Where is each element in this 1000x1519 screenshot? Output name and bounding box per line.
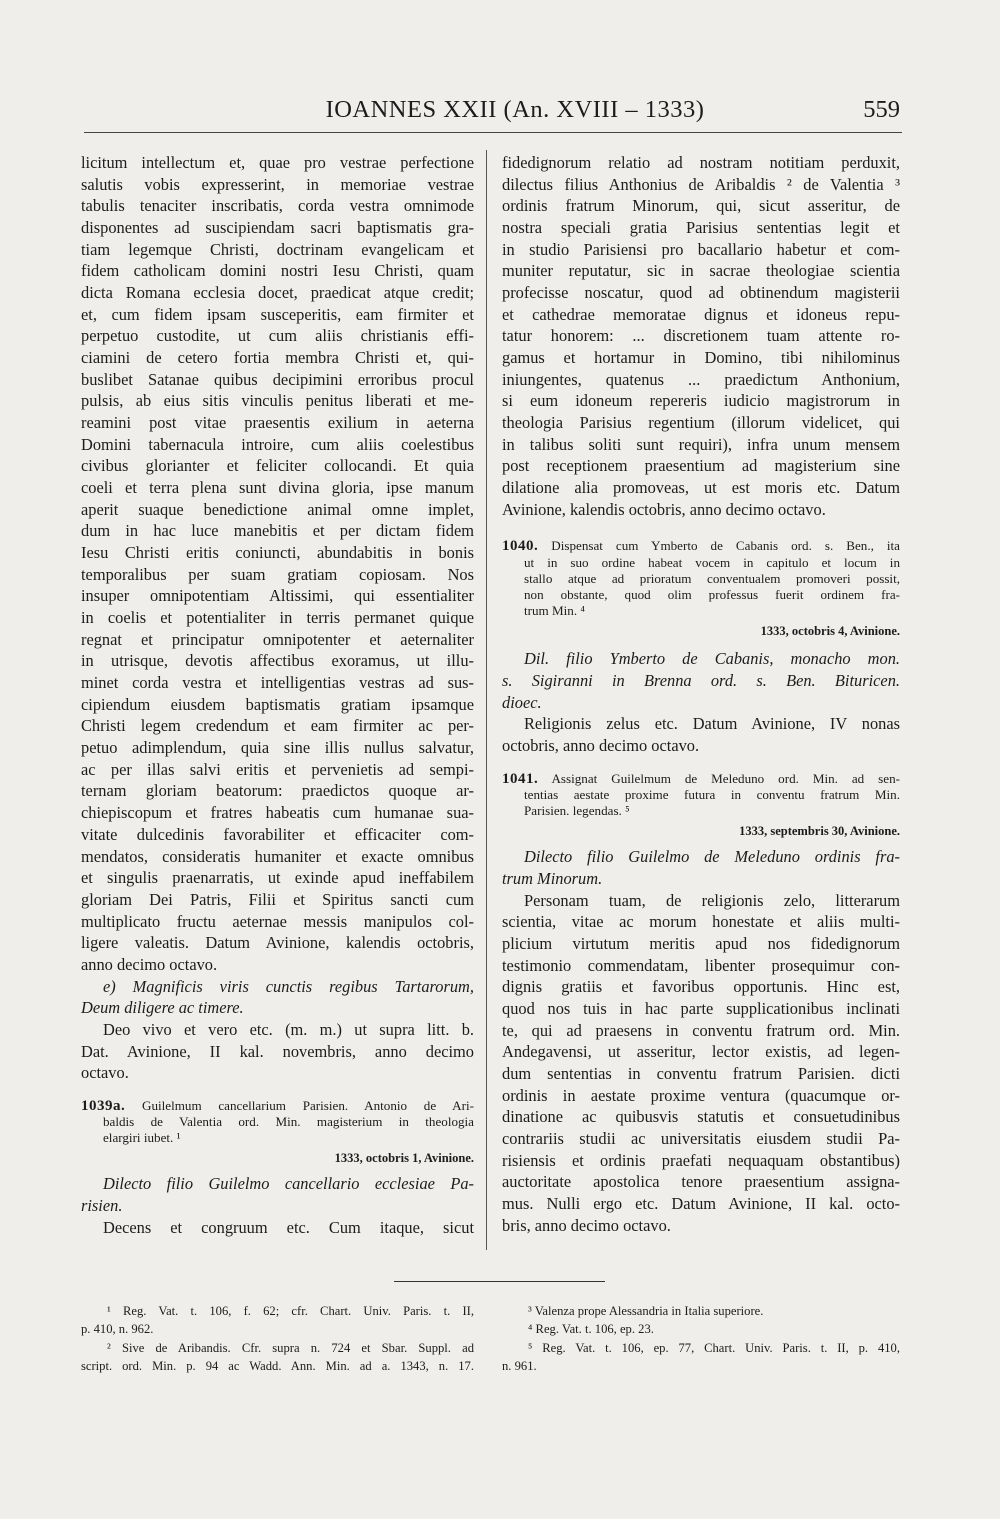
left-column [81, 152, 474, 1238]
text-line: in utrisque, devotis affectibus exoramus, ut illu- [81, 651, 474, 671]
text-line: Dat. Avinione, II kal. novembris, anno decimo [81, 1041, 474, 1061]
entry-line: elargiri iubet. ¹ [103, 1130, 181, 1146]
footnote-line: ³ Valenza prope Alessandria in Italia superiore. [528, 1304, 764, 1318]
entry-summary: Guilelmum cancellarium Parisien. Antonio de Ari- [141, 1097, 474, 1113]
entry-line [81, 1098, 474, 1114]
text-line: in coelis et potentialiter in terris permanet quique [81, 608, 474, 628]
letter-1039a-start [81, 1217, 474, 1239]
text-line: dignis gratiis et favoribus opportunis. Hinc est, [502, 977, 900, 997]
entry-line [502, 771, 900, 787]
address-line: Dilecto filio Guilelmo cancellario ecclesiae Pa- [103, 1174, 474, 1194]
footnotes-left [81, 1302, 474, 1376]
text-line: insuper omnipotentiam Altissimi, qui essentialiter [81, 586, 474, 606]
text-line: Decens et congruum etc. Cum itaque, sicut [103, 1217, 474, 1237]
entry-number: 1040. [502, 538, 539, 555]
left-text [81, 152, 474, 976]
text-line: Personam tuam, de religionis zelo, litterarum [524, 890, 900, 910]
entry-1041 [502, 771, 900, 841]
text-line: gloriam Dei Patris, Filii et Spiritus sancti cum [81, 889, 474, 909]
text-line: multiplicato fructu aeternae messis manipulos col- [81, 911, 474, 931]
text-line: gamus et hortamur in Domino, tibi nihilominus [502, 348, 900, 368]
address-1040 [502, 648, 900, 713]
text-line: ordinis fratrum Minorum, qui, sicut asseritur, de [502, 196, 900, 216]
page-number: 559 [863, 96, 900, 123]
text-line: fidedignorum relatio ad nostram notitiam perduxit, [502, 153, 900, 172]
text-line: ac per illas salvi eritis et pervenietis ad sempi- [81, 759, 474, 779]
text-line: profecisse noscatur, quod ad obtinendum magisterii [502, 283, 900, 303]
text-line: in talibus soliti sunt requiri), infra unum mensem [502, 434, 900, 454]
text-line: mus. Nulli ergo etc. Datum Avinione, II kal. octo- [502, 1194, 900, 1214]
page-header [80, 96, 900, 130]
footnote-line: ² Sive de Aribandis. Cfr. supra n. 724 et Sbar. Suppl. ad [107, 1340, 474, 1355]
footnote-line: p. 410, n. 962. [81, 1322, 154, 1337]
entry-1039a [81, 1098, 474, 1168]
text-line: testimonio commendatam, libenter prosequimur con- [502, 955, 900, 975]
text-line: dilectus filius Anthonius de Aribaldis ² de Valentia ³ [502, 174, 900, 194]
address-line: Dil. filio Ymberto de Cabanis, monacho mon. [524, 649, 900, 669]
text-line: mendatos, consideratis humaniter et exacte omnibus [81, 846, 474, 866]
text-line: disponentes ad suscipiendam sacri baptismatis gra- [81, 218, 474, 238]
footnote-line: n. 961. [502, 1359, 537, 1374]
text-line: dicta Romana ecclesia docet, praedicat atque credit; [81, 283, 474, 303]
text-line: octavo. [81, 1063, 129, 1083]
address-line: trum Minorum. [502, 868, 603, 888]
text-line: nostra speciali gratia Parisius sententias legit et [502, 218, 900, 238]
text-line: post receptionem praesentium ad magisterium sine [502, 456, 900, 476]
letter-e-text [81, 1019, 474, 1084]
entry-date: 1333, septembris 30, Avinione. [739, 824, 900, 839]
text-line: petuo adimplendum, quia sine illis nullus salvatur, [81, 738, 474, 758]
entry-number: 1039a. [81, 1097, 126, 1114]
text-line: anno decimo octavo. [81, 954, 218, 974]
text-line: minet corda vestra et intelligentias vestras ad sus- [81, 673, 474, 693]
footnote-line: script. ord. Min. p. 94 ac Wadd. Ann. Min. ad a. 1343, n. 17. [81, 1359, 474, 1374]
header-rule [84, 132, 902, 133]
address-line: dioec. [502, 692, 542, 712]
text-line: Domini tabernacula introire, cum aliis coelestibus [81, 434, 474, 454]
address-e [81, 976, 474, 1019]
right-text [502, 152, 900, 520]
text-line: ordinis in aestate proxime ventura (quacumque or- [502, 1085, 900, 1105]
address-line: Deum diligere ac timere. [81, 998, 244, 1018]
text-line: ternam gloriam beatorum: praedictos quoque ar- [81, 781, 474, 801]
entry-date: 1333, octobris 4, Avinione. [760, 624, 900, 639]
right-column [502, 152, 900, 1236]
text-line: cipiendum eiusdem baptismatis gratiam ipsamque [81, 694, 474, 714]
running-title: IOANNES XXII (An. XVIII – 1333) [325, 96, 705, 123]
text-line: Andegavensi, ut asseritur, lector existis, ad legen- [502, 1042, 900, 1062]
text-line: in studio Parisiensi pro bacallario habetur et com- [502, 239, 900, 259]
text-line: scientia, vitae ac morum honestate et aliis multi- [502, 912, 900, 932]
text-line: et singulis praenarratis, ut exinde apud ineffabilem [81, 868, 474, 888]
footnote-line: ⁵ Reg. Vat. t. 106, ep. 77, Chart. Univ. Paris. t. II, p. 410, [528, 1340, 900, 1355]
address-line: risien. [81, 1196, 123, 1216]
entry-line: Parisien. legendas. ⁵ [524, 803, 630, 819]
entry-number: 1041. [502, 770, 539, 787]
text-line: contrariis studii ac universitatis eiusdem studii Pa- [502, 1129, 900, 1149]
text-line: et, cum fidem ipsam susceperitis, eam firmiter et [81, 304, 474, 324]
text-line: civibus glorianter et feliciter collocandi. Et quia [81, 456, 474, 476]
entry-line [502, 538, 900, 554]
text-line: auctoritate apostolica tenore praesentium assigna- [502, 1172, 900, 1192]
text-line: perpetuo custodite, ut cum aliis christianis effi- [81, 326, 474, 346]
text-line: dinatione ac quibusvis statutis et consuetudinibus [502, 1107, 900, 1127]
text-line: Deo vivo et vero etc. (m. m.) ut supra litt. b. [103, 1019, 474, 1039]
entry-line: non obstante, quod olim professus fuerit ordinem fra- [524, 586, 900, 602]
text-line: salutis vobis expresserint, in memoriae vestrae [81, 174, 474, 194]
entry-summary: Dispensat cum Ymberto de Cabanis ord. s. Ben., ita [551, 538, 900, 554]
text-line: dum sententias in conventu fratrum Parisien. dicti [502, 1064, 900, 1083]
text-line: plicium virtutum meritis apud nos fidedignorum [502, 933, 900, 953]
text-line: Avinione, kalendis octobris, anno decimo octavo. [502, 499, 826, 519]
address-line: e) Magnificis viris cunctis regibus Tartarorum, [103, 976, 474, 996]
entry-date: 1333, octobris 1, Avinione. [334, 1151, 474, 1166]
column-divider [486, 150, 487, 1250]
text-line: risiensis et ordinis praefati nequaquam obstantibus) [502, 1150, 900, 1170]
text-line: aperit suaque benedictione animal omne implet, [81, 499, 474, 519]
text-line: tabulis tenaciter inscribatis, corda vestra omnimode [81, 196, 474, 216]
text-line: fidem catholicam domini nostri Iesu Christi, quam [81, 261, 474, 281]
text-line: te, qui ad praesens in conventu fratrum ord. Min. [502, 1020, 900, 1040]
text-line: ciamini de cetero fortia membra Christi et, qui- [81, 348, 474, 368]
text-line: Religionis zelus etc. Datum Avinione, IV nonas [524, 714, 900, 734]
footnote-rule [394, 1281, 605, 1282]
text-line: muniter reputatur, sic in sacrae theologiae scientia [502, 261, 900, 281]
text-line: theologia Parisius regentium (illorum videlicet, qui [502, 413, 900, 433]
entry-1040 [502, 538, 900, 640]
text-line: tatur honorem: ... discretionem tuam attente ro- [502, 326, 900, 346]
text-line: tiam legemque Christi, doctrinam evangelicam et [81, 239, 474, 259]
text-line: Christi legem credendum et eam firmiter ac per- [81, 716, 474, 736]
letter-1041-text [502, 890, 900, 1237]
text-line: dum in hac luce manebitis et per dictam fidem [81, 521, 474, 541]
text-line: coeli et terra plena sunt divina gloria, ipse manum [81, 478, 474, 498]
text-line: si eum idoneum repereris iudicio magistrorum in [502, 391, 900, 411]
text-line: licitum intellectum et, quae pro vestrae perfectione [81, 153, 474, 172]
text-line: octobris, anno decimo octavo. [502, 736, 700, 756]
entry-line: tentias aestate proxime futura in conventu fratrum Min. [524, 786, 900, 802]
address-line: Dilecto filio Guilelmo de Meleduno ordinis fra- [524, 847, 900, 867]
text-line: vitate dulcedinis favorabiliter et efficaciter com- [81, 824, 474, 844]
footnote-line: ⁴ Reg. Vat. t. 106, ep. 23. [528, 1322, 654, 1337]
address-line: s. Sigiranni in Brenna ord. s. Ben. Bituricen. [502, 671, 900, 691]
entry-line: stallo atque ad prioratum conventualem promoveri possit, [524, 570, 900, 586]
text-line: ligere valeatis. Datum Avinione, kalendis octobris, [81, 933, 474, 953]
text-line: et cathedrae memoratae dignus et idoneus repu- [502, 304, 900, 324]
text-line: reamini post vitae praesentis exilium in aeterna [81, 413, 474, 433]
text-line: temporalibus per suam gratiam copiosam. Nos [81, 564, 474, 584]
text-line: iniungentes, quatenus ... praedictum Anthonium, [502, 369, 900, 389]
text-line: dilatione alia promoveas, ut est moris etc. Datum [502, 478, 900, 498]
entry-line: ut in suo ordine habeat vocem in capitulo et locum in [524, 554, 900, 570]
text-line: buslibet Satanae quibus decipimini erroribus procul [81, 369, 474, 389]
text-line: Iesu Christi eritis coniuncti, abundabitis in bonis [81, 543, 474, 563]
footnotes-right [502, 1302, 900, 1376]
entry-line: trum Min. ⁴ [524, 603, 585, 619]
text-line: bris, anno decimo octavo. [502, 1215, 671, 1235]
text-line: pulsis, ab eius sitis vinculis penitus liberati et me- [81, 391, 474, 411]
text-line: chiepiscopum et fratres habeatis cum humanae sua- [81, 803, 474, 823]
letter-1040-text [502, 713, 900, 756]
entry-line: baldis de Valentia ord. Min. magisterium in theologia [103, 1114, 474, 1130]
entry-summary: Assignat Guilelmum de Meleduno ord. Min. ad sen- [551, 770, 900, 786]
address-1039a [81, 1173, 474, 1216]
text-line: quod nos tuis in hac parte supplicationibus inclinati [502, 998, 900, 1018]
address-1041 [502, 846, 900, 889]
text-line: regnat et principatur omnipotenter et aeternaliter [81, 629, 474, 649]
footnote-line: ¹ Reg. Vat. t. 106, f. 62; cfr. Chart. Univ. Paris. t. II, [107, 1304, 474, 1318]
